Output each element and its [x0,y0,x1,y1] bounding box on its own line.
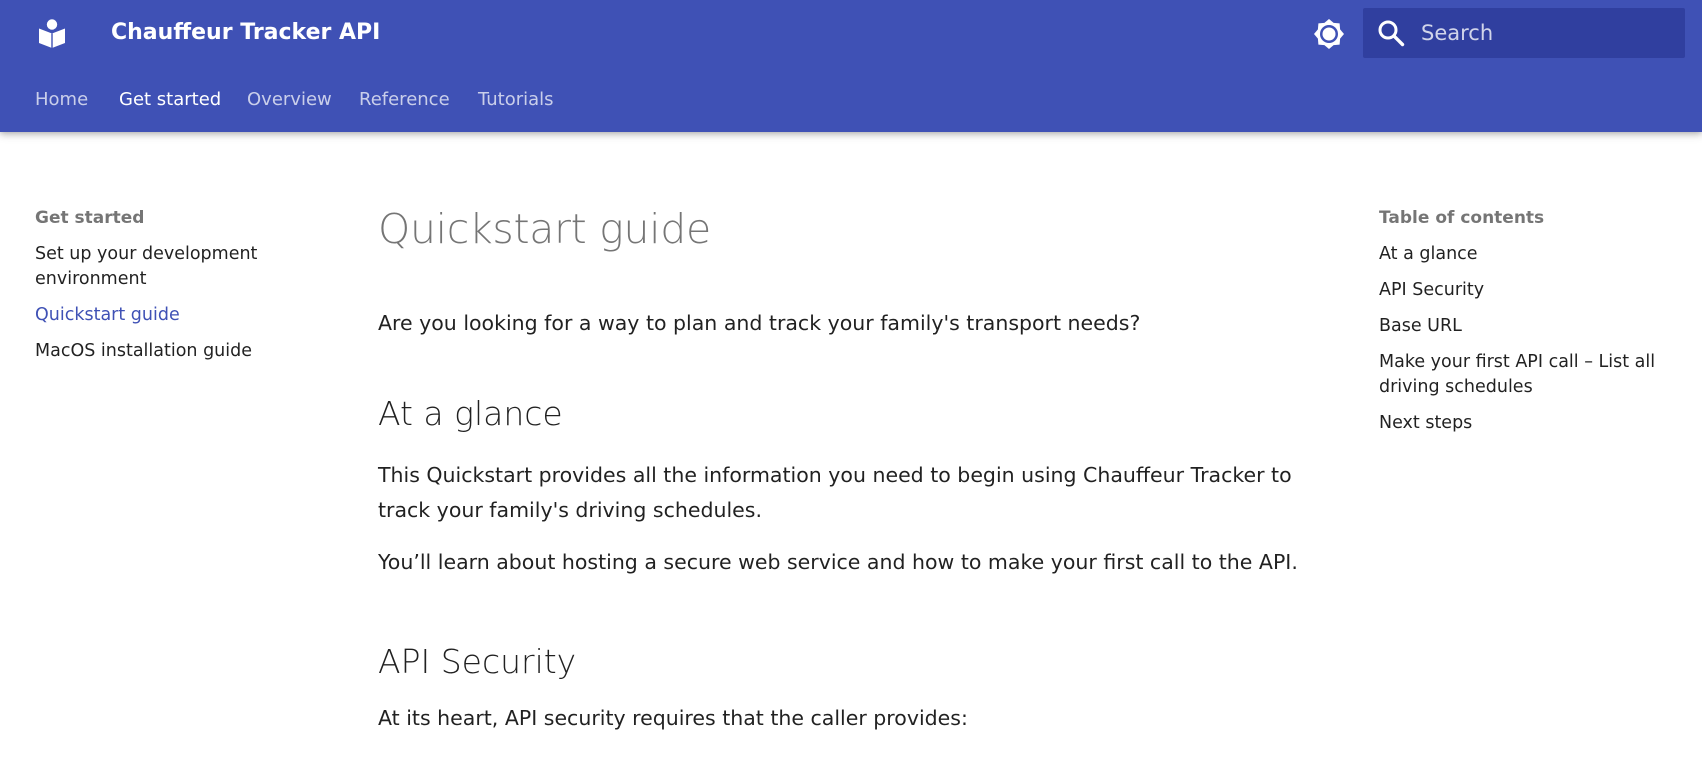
sidebar-item-dev-environment[interactable]: Set up your development environment [35,244,258,289]
tab-get-started[interactable]: Get started [119,89,222,110]
search-input[interactable] [1421,8,1677,58]
site-header [0,0,1702,132]
section-heading-at-a-glance: At a glance [378,394,563,433]
sidebar-title: Get started [35,208,145,228]
lead-paragraph: Are you looking for a way to plan and track your family's transport needs? [378,311,1141,335]
tab-tutorials[interactable]: Tutorials [478,89,554,110]
toc-title: Table of contents [1379,208,1545,228]
site-title[interactable]: Chauffeur Tracker API [111,20,381,45]
paragraph: You’ll learn about hosting a secure web service and how to make your first call to the API. [378,550,1298,574]
search-icon [1377,19,1405,47]
sidebar-item-macos-install[interactable]: MacOS installation guide [35,341,253,361]
paragraph: At its heart, API security requires that the caller provides: [378,706,968,730]
brightness-icon[interactable] [1311,16,1347,52]
open-book-icon[interactable] [37,18,67,48]
search-box[interactable] [1363,8,1685,58]
toc-item-next-steps[interactable]: Next steps [1379,413,1473,433]
toc-item-base-url[interactable]: Base URL [1379,316,1462,336]
top-tabs [0,80,800,120]
toc-item-first-api-call[interactable]: Make your first API call – List all driving schedules [1379,352,1656,397]
main-content [378,200,1318,736]
tab-reference[interactable]: Reference [359,89,450,110]
tab-home[interactable]: Home [35,89,89,110]
section-heading-api-security: API Security [378,642,577,681]
toc-item-api-security[interactable]: API Security [1379,280,1485,300]
paragraph: This Quickstart provides all the information you need to begin using Chauffeur Tracker to track your family's driving schedules. [378,463,1292,522]
toc-item-at-a-glance[interactable]: At a glance [1379,244,1478,264]
tab-overview[interactable]: Overview [247,89,332,110]
sidebar-nav [35,205,315,364]
sidebar-item-quickstart[interactable]: Quickstart guide [35,305,180,325]
table-of-contents [1379,205,1679,436]
page-title: Quickstart guide [378,205,711,253]
